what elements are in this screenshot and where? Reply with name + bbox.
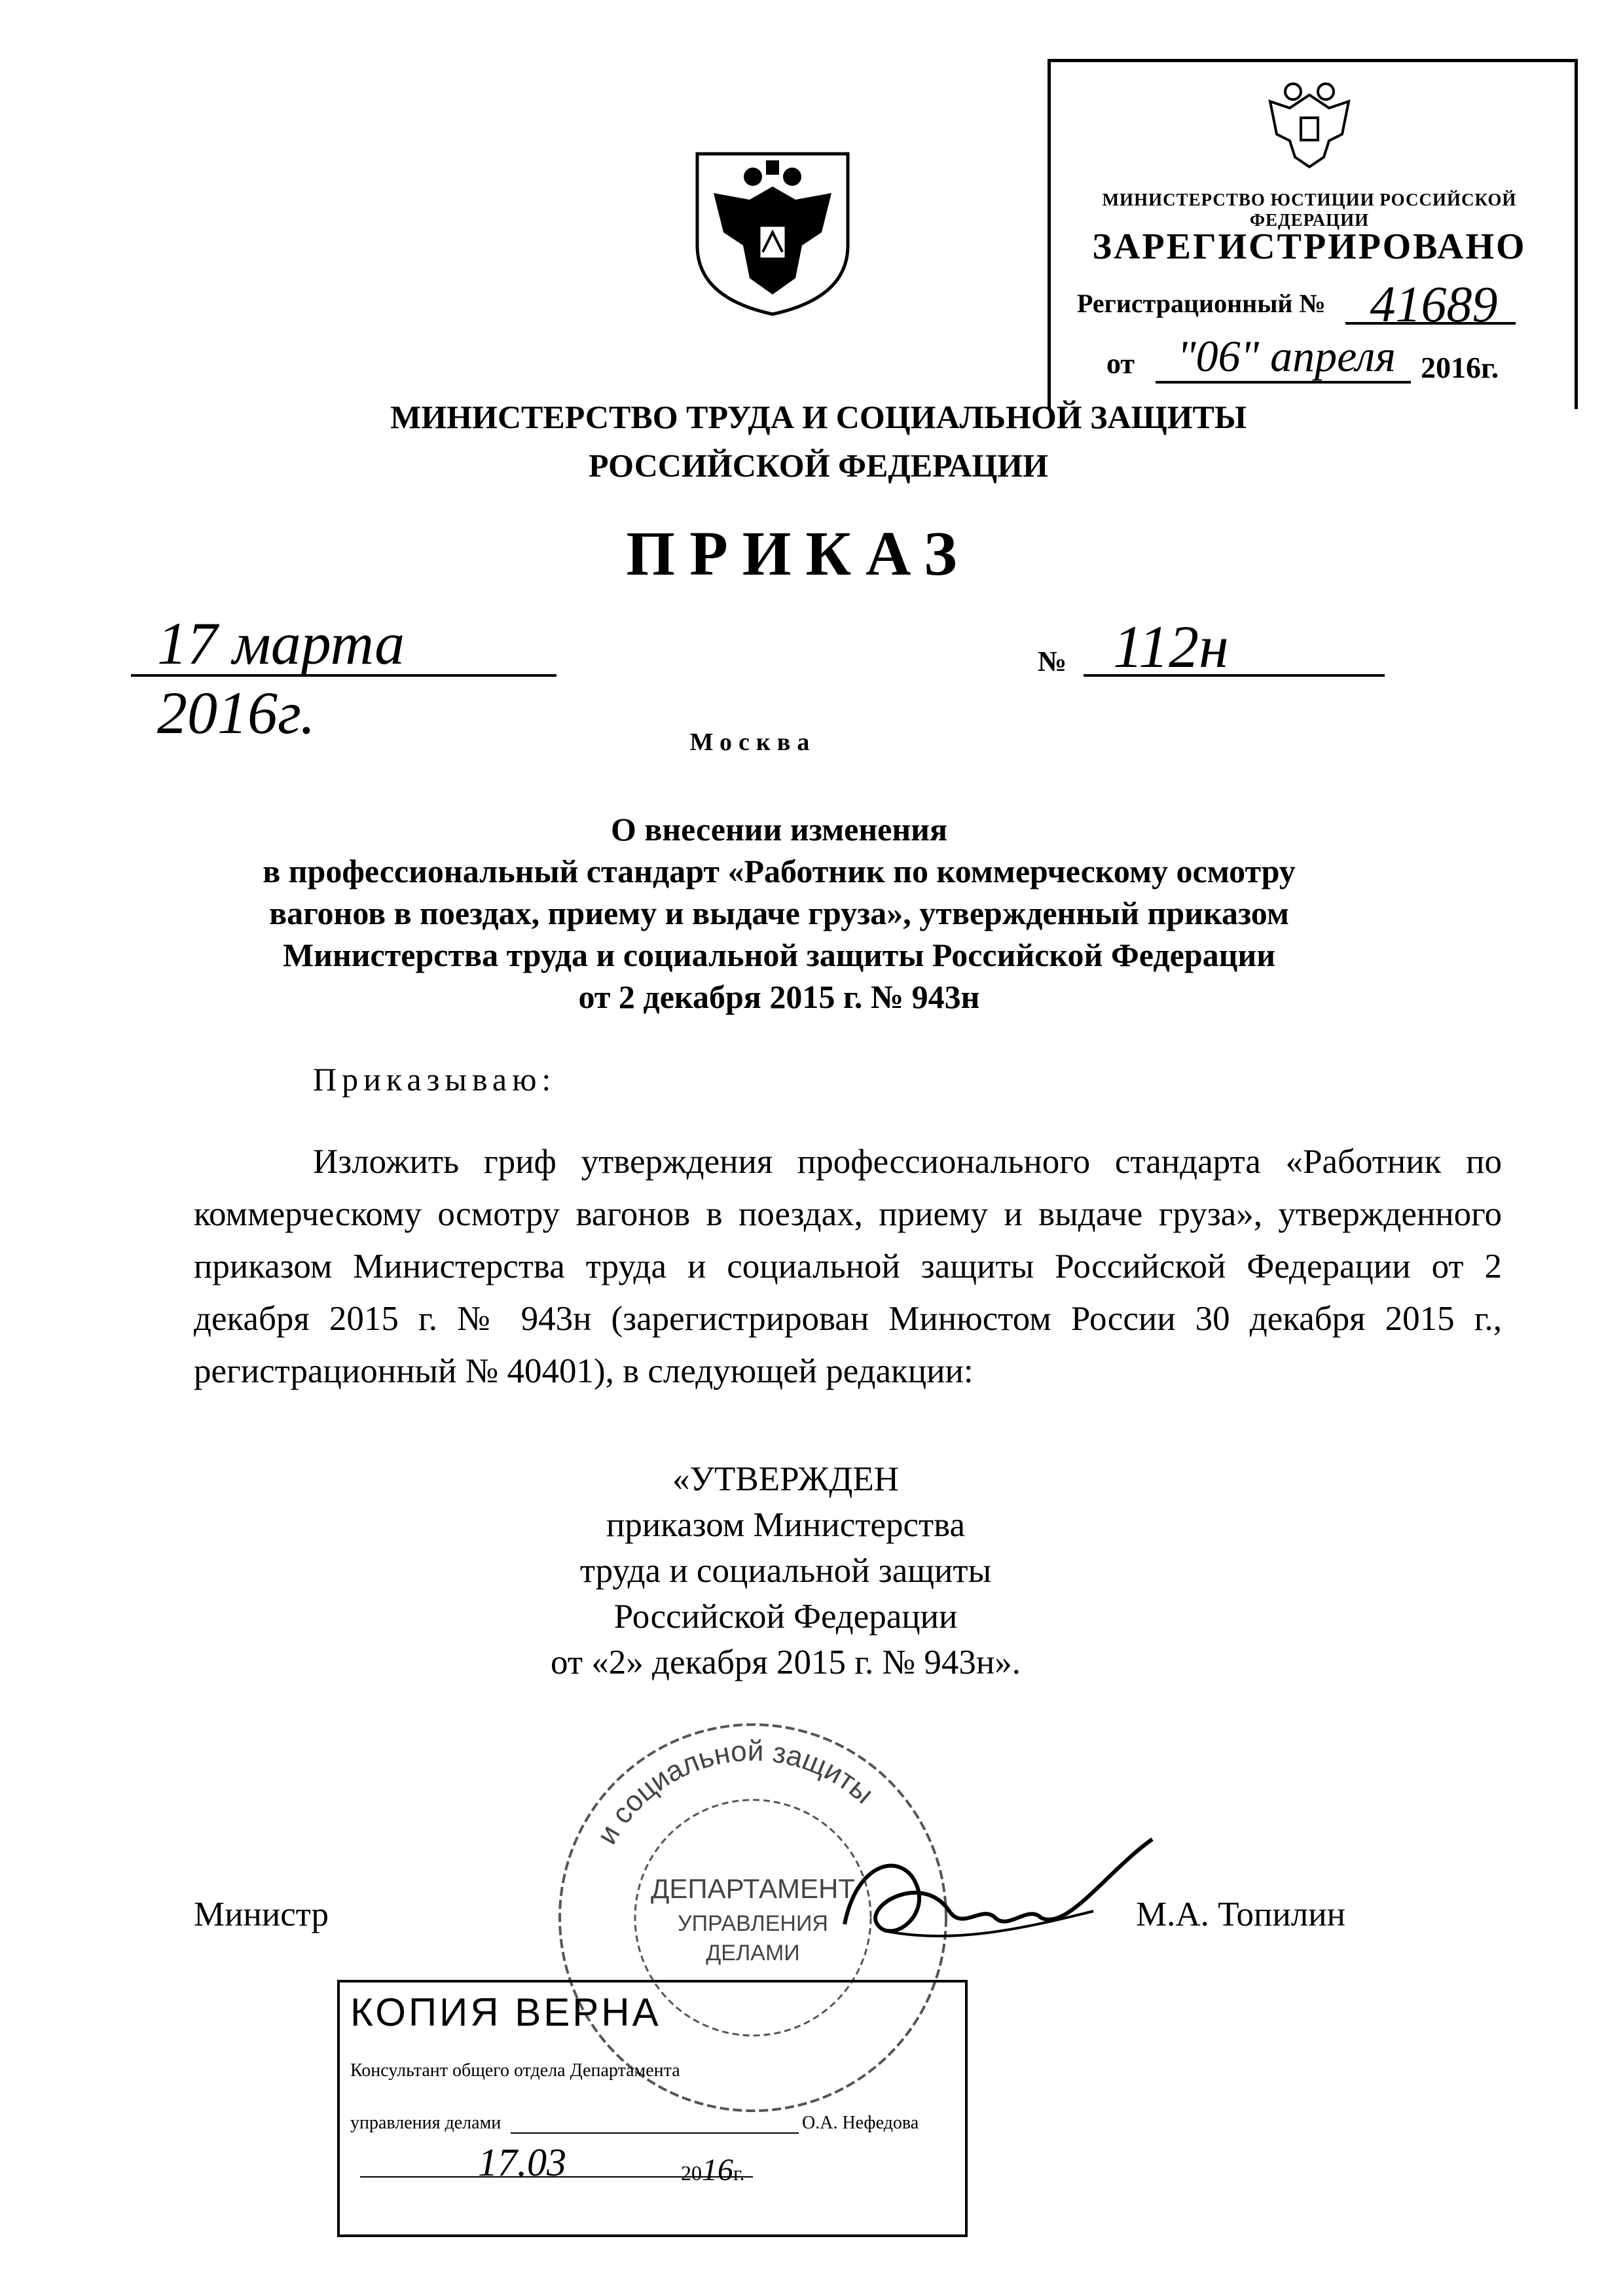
order-date: 17 марта 2016г. (157, 610, 405, 746)
copy-stamp-year (681, 2152, 745, 2188)
title-line: от 2 декабря 2015 г. № 943н (578, 978, 980, 1015)
copy-stamp-name: О.А. Нефедова (802, 2113, 919, 2133)
approval-line: «УТВЕРЖДЕН (672, 1460, 900, 1498)
signatory-name: М.А. Топилин (1136, 1895, 1345, 1933)
registration-status: ЗАРЕГИСТРИРОВАНО (1092, 226, 1527, 267)
coat-of-arms-emblem (691, 147, 854, 317)
order-city: Москва (689, 728, 816, 756)
copy-stamp-date: 17.03 (478, 2141, 566, 2184)
registration-number-label: Регистрационный № (1077, 289, 1326, 318)
seal-line-1: ДЕПАРТАМЕНТ (650, 1873, 856, 1904)
approval-block (406, 1456, 1165, 1685)
copy-stamp-signature-line (511, 2132, 799, 2134)
copy-year-prefix: 20 (681, 2161, 702, 2185)
approval-line: от «2» декабря 2015 г. № 943н». (551, 1643, 1021, 1681)
minister-signature (818, 1833, 1159, 2003)
ministry-heading (262, 393, 1375, 490)
registration-year: 2016г. (1421, 351, 1499, 384)
directive: Приказываю: (313, 1061, 556, 1098)
copy-year-suffix: г. (733, 2161, 745, 2185)
seal-line-3: ДЕЛАМИ (706, 1941, 800, 1965)
copy-year-handwritten: 16 (702, 2153, 733, 2187)
body-paragraph: Изложить гриф утверждения профессионального стандарта «Работник по коммерческому осмотру вагонов в поездах, приему и выдаче груза», утвержденного приказом Министерства труда и социальной защиты Российской Федерации от 2 декабря 2015 г. № 943н (зарегистрирован Минюстом России 30 декабря 2015 г., регистрационный № 40401), в следующей редакции: (194, 1143, 1502, 1390)
document-type: ПРИКАЗ (626, 518, 972, 588)
body-text (194, 1136, 1502, 1397)
registration-date-line (1156, 381, 1411, 384)
order-number-sign: № (1038, 645, 1067, 677)
stamp-emblem-icon (1264, 72, 1355, 170)
approval-line: Российской Федерации (613, 1598, 958, 1636)
approval-line: приказом Министерства (606, 1506, 966, 1544)
copy-stamp-department: управления делами (350, 2113, 501, 2133)
seal-line-2: УПРАВЛЕНИЯ (678, 1911, 828, 1936)
title-line: О внесении изменения (610, 811, 948, 848)
signatory-position: Министр (194, 1895, 329, 1933)
title-line: вагонов в поездах, приему и выдаче груза», утвержденный приказом (269, 895, 1289, 931)
seal-outer-text: и социальной защиты (591, 1734, 880, 1850)
title-line: Министерства труда и социальной защиты Российской Федерации (282, 937, 1276, 973)
order-number-line (1084, 674, 1385, 677)
approval-line: труда и социальной защиты (579, 1552, 992, 1590)
ministry-line-1: МИНИСТЕРСТВО ТРУДА И СОЦИАЛЬНОЙ ЗАЩИТЫ (390, 399, 1247, 435)
order-date-line (131, 674, 556, 677)
copy-stamp-position: Консультант общего отдела Департамента (350, 2060, 680, 2081)
registration-number-line (1345, 322, 1516, 325)
order-number: 112н (1113, 613, 1229, 680)
registration-ministry: МИНИСТЕРСТВО ЮСТИЦИИ РОССИЙСКОЙ ФЕДЕРАЦИИ (1102, 190, 1517, 230)
registration-date: "06" апреля (1177, 331, 1396, 381)
ministry-line-2: РОССИЙСКОЙ ФЕДЕРАЦИИ (588, 447, 1049, 484)
title-line: в профессиональный стандарт «Работник по коммерческому осмотру (263, 853, 1296, 889)
registration-date-prefix: от (1106, 348, 1135, 380)
document-title (196, 808, 1362, 1018)
copy-stamp-title: КОПИЯ ВЕРНА (350, 1990, 661, 2034)
registration-number: 41689 (1370, 276, 1498, 332)
